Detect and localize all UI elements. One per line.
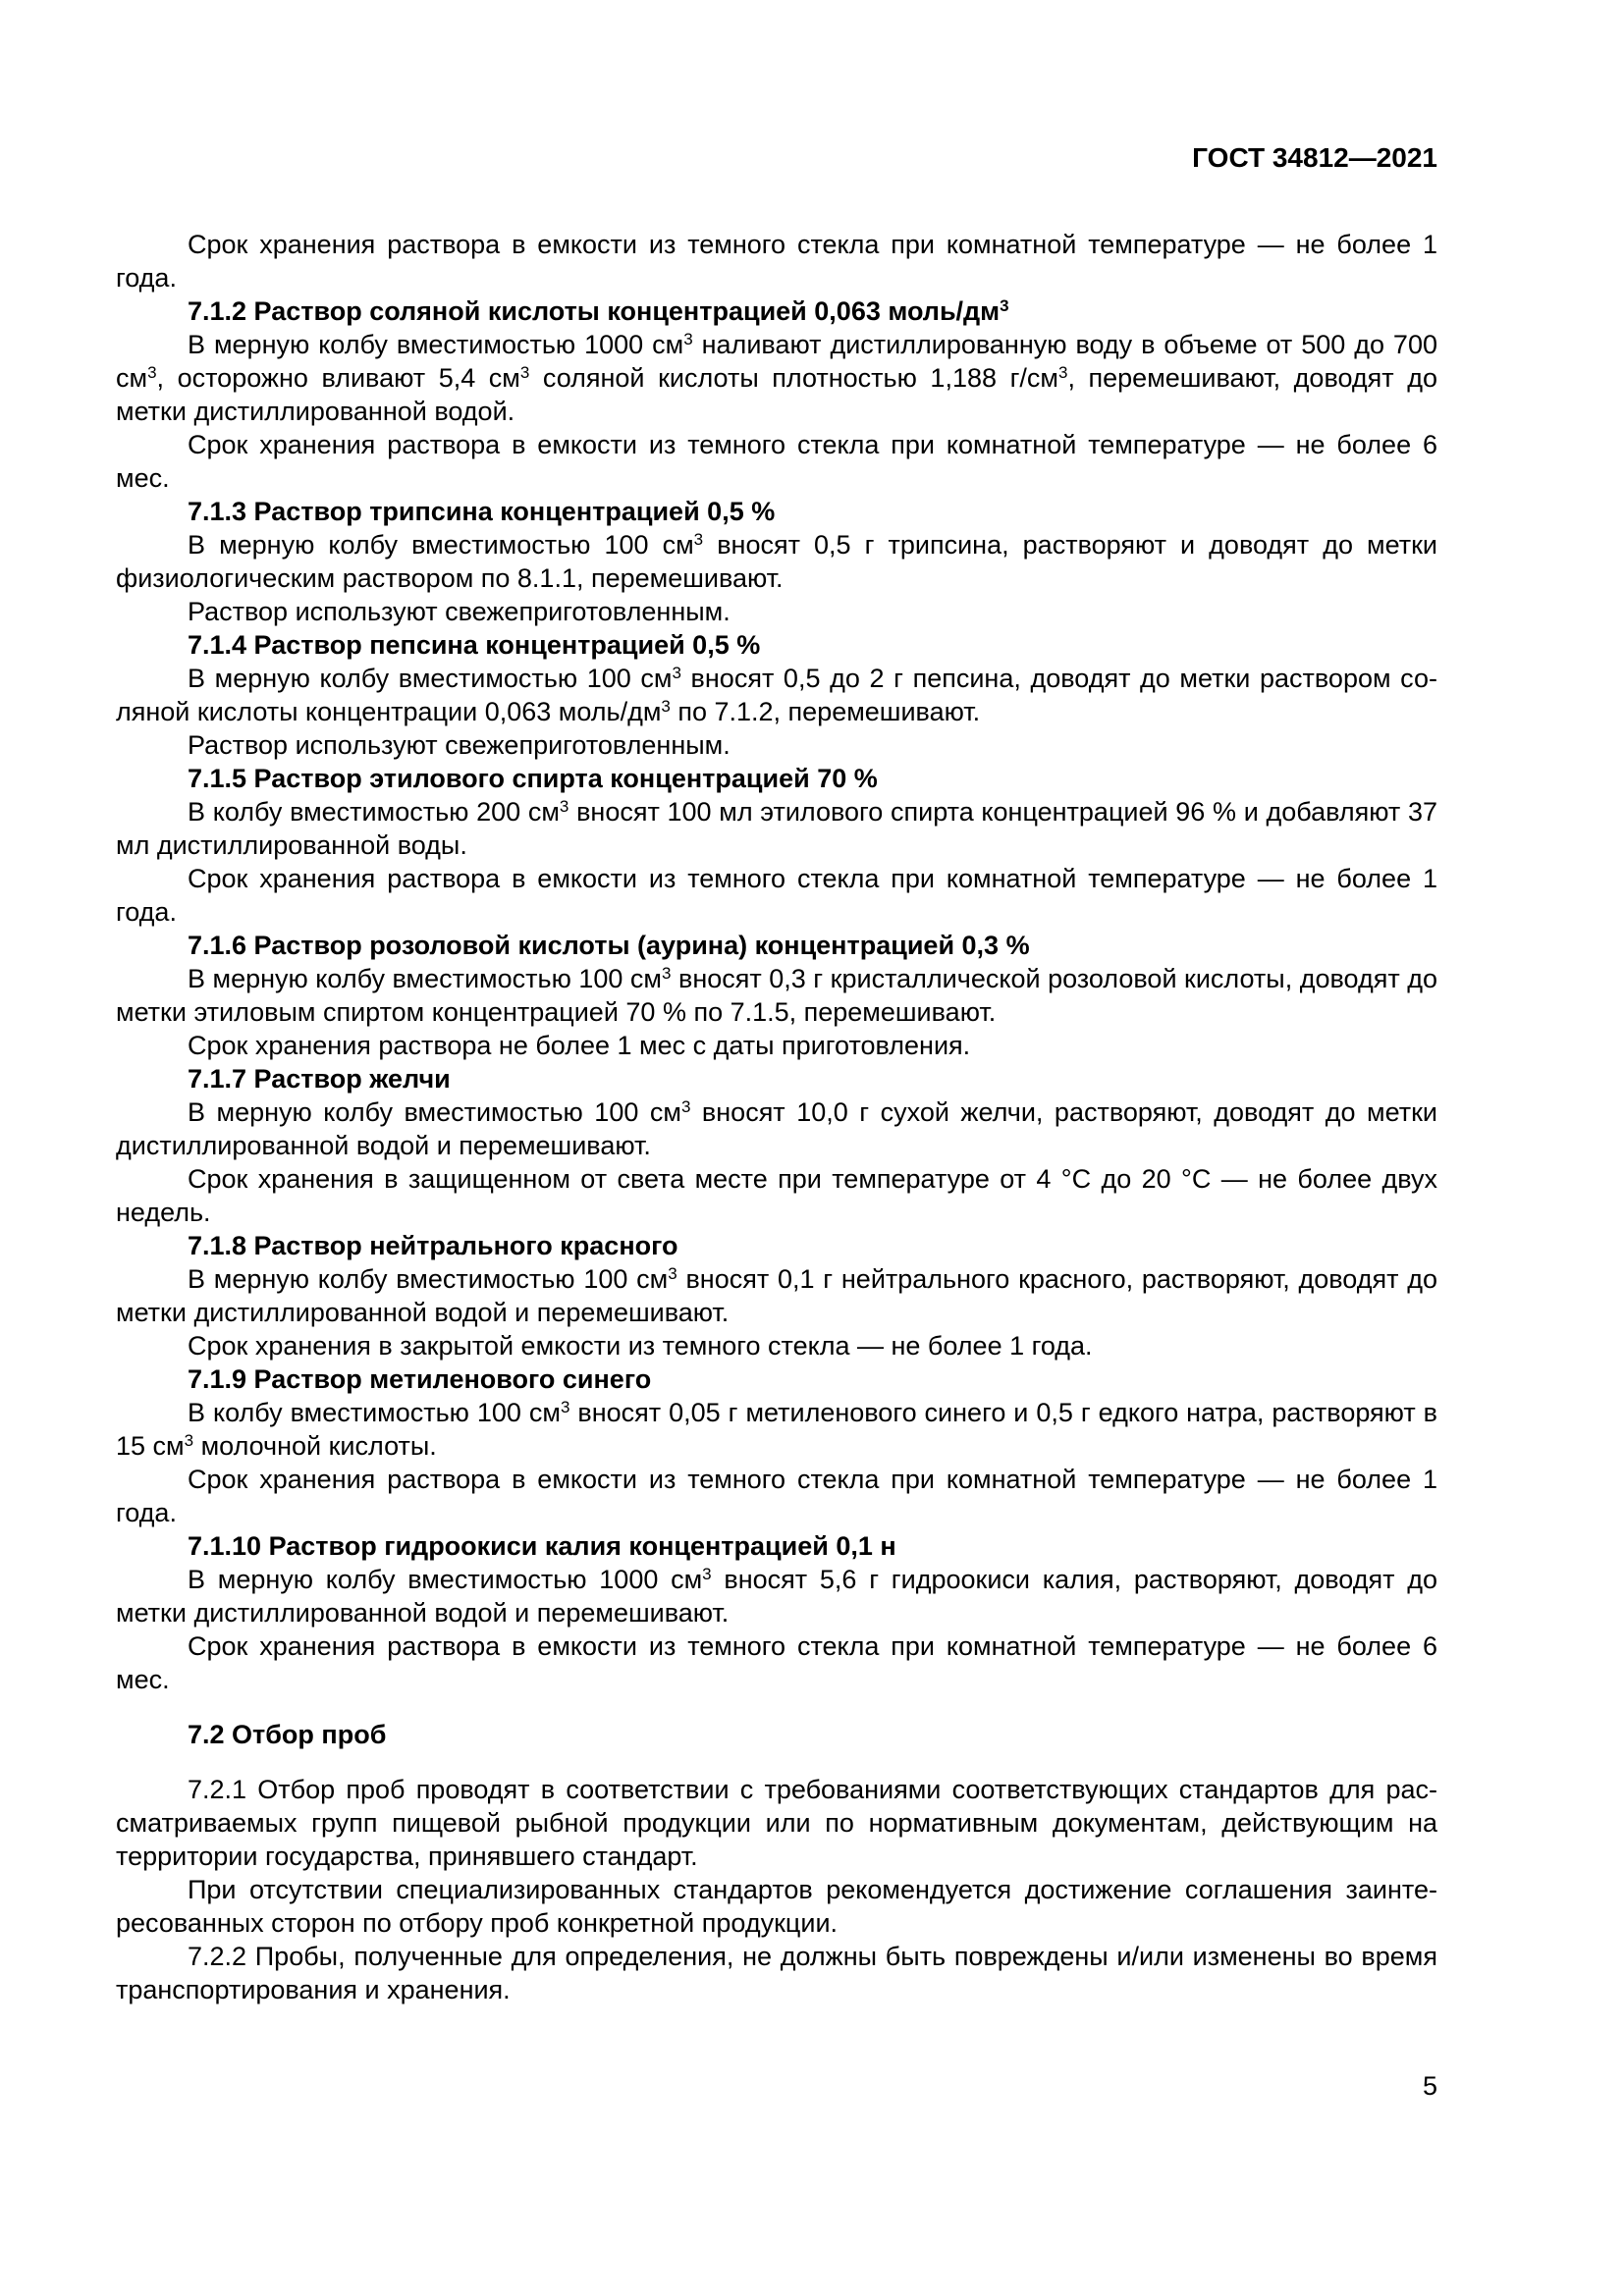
paragraph <box>116 528 1437 595</box>
text-run: Срок хранения раствора в емкости из темного стекла при комнатной температуре — не более 6 мес. <box>116 1631 1437 1694</box>
text-run: вносят 0,1 г нейтрального красного, растворяют, доводят до метки дистиллированной водой и перемешивают. <box>116 1264 1437 1327</box>
text-run: 7.2 Отбор проб <box>188 1720 387 1749</box>
doc-code-header: ГОСТ 34812—2021 <box>1192 142 1437 173</box>
text-run: В колбу вместимостью 200 см <box>188 797 560 827</box>
paragraph <box>116 662 1437 728</box>
text-run: Срок хранения в закрытой емкости из темного стекла — не более 1 года. <box>188 1331 1093 1361</box>
text-run: 7.2.1 Отбор проб проводят в соответствии с требованиями соответствующих стандартов для рассматриваемых групп пищевой рыбной продукции или по нормативным документам, действующим на территории государства, принявшего стандарт. <box>116 1775 1437 1871</box>
superscript: 3 <box>683 329 693 348</box>
clause-heading <box>116 1229 1437 1262</box>
paragraph <box>116 1463 1437 1529</box>
text-run: 7.1.2 Раствор соляной кислоты концентрацией 0,063 моль/дм <box>188 296 1001 326</box>
superscript: 3 <box>1057 362 1068 382</box>
text-run: 7.1.3 Раствор трипсина концентрацией 0,5 % <box>188 497 776 526</box>
text-run: , перемешивают, доводят до метки дистиллированной водой. <box>116 363 1437 426</box>
clause-heading <box>116 929 1437 962</box>
text-run: вносят 0,3 г кристаллической розоловой кислоты, доводят до метки этиловым спиртом концентрацией 70 % по 7.1.5, перемешивают. <box>116 964 1437 1027</box>
superscript: 3 <box>693 529 704 549</box>
paragraph <box>116 1329 1437 1362</box>
text-run: В колбу вместимостью 100 см <box>188 1398 561 1427</box>
superscript: 3 <box>661 696 671 716</box>
text-run: В мерную колбу вместимостью 100 см <box>188 1097 681 1127</box>
text-run: вносят 10,0 г сухой желчи, растворяют, доводят до метки дистиллированной водой и перемешивают. <box>116 1097 1437 1160</box>
clause-heading <box>116 762 1437 795</box>
text-run: Срок хранения в защищенном от света месте при температуре от 4 °С до 20 °С — не более двух недель. <box>116 1164 1437 1227</box>
text-run: 7.1.7 Раствор желчи <box>188 1064 451 1094</box>
text-run: Раствор используют свежеприготовленным. <box>188 597 731 626</box>
superscript: 3 <box>661 963 672 983</box>
text-run: вносят 100 мл этилового спирта концентрацией 96 % и добавляют 37 мл дистиллированной воды. <box>116 797 1437 860</box>
paragraph <box>116 962 1437 1029</box>
paragraph <box>116 595 1437 628</box>
page-number: 5 <box>1422 2071 1437 2101</box>
text-run: 7.1.10 Раствор гидроокиси калия концентрацией 0,1 н <box>188 1531 896 1561</box>
paragraph <box>116 228 1437 294</box>
superscript: 3 <box>559 796 569 816</box>
text-run: вносят 0,5 г трипсина, растворяют и доводят до метки физиологическим раствором по 8.1.1, перемешивают. <box>116 530 1437 593</box>
text-run: 7.1.5 Раствор этилового спирта концентрацией 70 % <box>188 764 878 793</box>
clause-heading <box>116 1062 1437 1095</box>
text-run: наливают дистиллированную воду в объеме от 500 до 700 см <box>116 330 1437 393</box>
paragraph <box>116 1262 1437 1329</box>
text-run: 7.1.9 Раствор метиленового синего <box>188 1364 652 1394</box>
text-run: вносят 0,05 г метиленового синего и 0,5 г едкого натра, растворяют в 15 см <box>116 1398 1437 1461</box>
superscript: 3 <box>668 1263 677 1283</box>
superscript: 3 <box>680 1096 691 1116</box>
paragraph <box>116 1029 1437 1062</box>
paragraph <box>116 1095 1437 1162</box>
clause-heading <box>116 628 1437 662</box>
text-run: 7.1.6 Раствор розоловой кислоты (аурина) концентрацией 0,3 % <box>188 931 1030 960</box>
text-run: 7.1.8 Раствор нейтрального красного <box>188 1231 678 1260</box>
text-run: вносят 5,6 г гидроокиси калия, растворяют, доводят до метки дистиллированной водой и перемешивают. <box>116 1565 1437 1628</box>
section-heading <box>116 1718 1437 1751</box>
text-run: Срок хранения раствора в емкости из темного стекла при комнатной температуре — не более 1 года. <box>116 864 1437 927</box>
paragraph <box>116 1940 1437 2006</box>
text-run: 7.2.2 Пробы, полученные для определения, не должны быть повреждены и/или изменены во время транспортирования и хранения. <box>116 1942 1437 2004</box>
clause-heading <box>116 1529 1437 1563</box>
paragraph <box>116 328 1437 428</box>
paragraph <box>116 728 1437 762</box>
paragraph <box>116 1563 1437 1629</box>
clause-heading <box>116 1362 1437 1396</box>
superscript: 3 <box>702 1564 712 1583</box>
text-run: молочной кислоты. <box>193 1431 437 1461</box>
text-run: В мерную колбу вместимостью 1000 см <box>188 330 684 359</box>
text-run: соляной кислоты плотностью 1,188 г/см <box>529 363 1058 393</box>
text-run: Раствор используют свежеприготовленным. <box>188 730 731 760</box>
text-run: В мерную колбу вместимостью 100 см <box>188 964 662 993</box>
clause-heading <box>116 495 1437 528</box>
text-run: В мерную колбу вместимостью 100 см <box>188 1264 669 1294</box>
paragraph <box>116 1162 1437 1229</box>
text-run: В мерную колбу вместимостью 100 см <box>188 530 694 560</box>
text-run: Срок хранения раствора не более 1 мес с даты приготовления. <box>188 1031 971 1060</box>
superscript: 3 <box>147 362 157 382</box>
superscript: 3 <box>519 362 530 382</box>
paragraph <box>116 862 1437 929</box>
superscript: 3 <box>1000 295 1009 315</box>
text-run: В мерную колбу вместимостью 100 см <box>188 664 673 693</box>
text-run: по 7.1.2, перемешивают. <box>670 697 981 726</box>
superscript: 3 <box>560 1397 570 1416</box>
text-run: Срок хранения раствора в емкости из темного стекла при комнатной температуре — не более 1 года. <box>116 230 1437 293</box>
text-run: В мерную колбу вместимостью 1000 см <box>188 1565 703 1594</box>
paragraph <box>116 1873 1437 1940</box>
paragraph <box>116 428 1437 495</box>
text-run: Срок хранения раствора в емкости из темного стекла при комнатной температуре — не более 6 мес. <box>116 430 1437 493</box>
clause-heading <box>116 294 1437 328</box>
superscript: 3 <box>184 1430 194 1450</box>
text-run: , осторожно вливают 5,4 см <box>156 363 520 393</box>
text-run: вносят 0,5 до 2 г пепсина, доводят до метки раствором соляной кислоты концентрации 0,063 моль/дм <box>116 664 1437 726</box>
superscript: 3 <box>672 663 681 682</box>
paragraph <box>116 1773 1437 1873</box>
paragraph <box>116 1396 1437 1463</box>
text-run: При отсутствии специализированных стандартов рекомендуется достижение соглашения заинтересованных сторон по отбору проб конкретной продукции. <box>116 1875 1437 1938</box>
text-run: Срок хранения раствора в емкости из темного стекла при комнатной температуре — не более 1 года. <box>116 1465 1437 1527</box>
text-run: 7.1.4 Раствор пепсина концентрацией 0,5 % <box>188 630 761 660</box>
paragraph <box>116 1629 1437 1696</box>
paragraph <box>116 795 1437 862</box>
document-body <box>116 228 1437 2006</box>
